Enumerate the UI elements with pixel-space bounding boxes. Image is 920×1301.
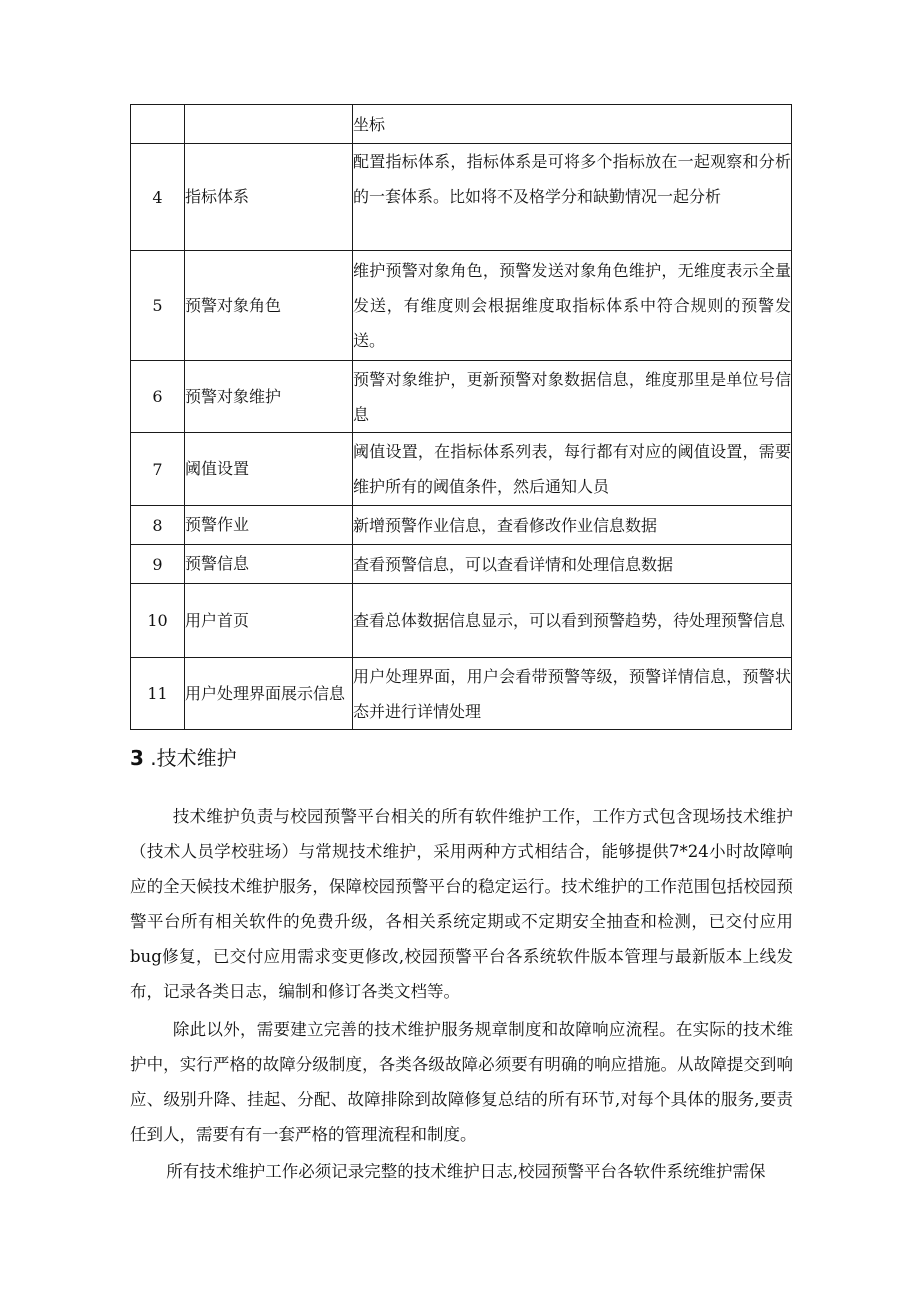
row-number: 9 [131,545,185,584]
feature-name: 预警信息 [185,545,353,584]
table-row [131,251,792,361]
body-paragraph: 除此以外，需要建立完善的技术维护服务规章制度和故障响应流程。在实际的技术维护中，实行严格的故障分级制度，各类各级故障必须要有明确的响应措施。从故障提交到响应、级别升降、挂起、分配、故障排除到故障修复总结的所有环节,对每个具体的服务,要责任到人，需要有有一套严格的管理流程和制度。 [130,1020,793,1144]
feature-name: 阈值设置 [185,433,353,506]
feature-description: 用户处理界面，用户会看带预警等级，预警详情信息，预警状态并进行详情处理 [353,658,792,730]
row-number: 11 [131,658,185,730]
feature-description: 查看总体数据信息显示，可以看到预警趋势，待处理预警信息 [353,584,792,658]
feature-description: 预警对象维护，更新预警对象数据信息，维度那里是单位号信息 [353,361,792,433]
feature-description: 维护预警对象角色，预警发送对象角色维护，无维度表示全量发送，有维度则会根据维度取指标体系中符合规则的预警发送。 [353,251,792,361]
table-row [131,433,792,506]
table-row [131,144,792,251]
row-number: 4 [131,144,185,251]
feature-name: 用户处理界面展示信息 [185,658,353,730]
row-number: 5 [131,251,185,361]
row-number [131,105,185,144]
feature-description: 配置指标体系，指标体系是可将多个指标放在一起观察和分析的一套体系。比如将不及格学分和缺勤情况一起分析 [353,144,792,251]
table-row [131,361,792,433]
table-row [131,658,792,730]
feature-name: 预警作业 [185,506,353,545]
body-paragraph-2-block [130,1012,793,1152]
row-number: 7 [131,433,185,506]
section-title: .技术维护 [150,746,237,770]
body-paragraph-1-block [130,799,793,1009]
section-heading [130,742,237,771]
feature-description: 阈值设置，在指标体系列表，每行都有对应的阈值设置，需要维护所有的阈值条件，然后通知人员 [353,433,792,506]
row-number: 10 [131,584,185,658]
body-paragraph: 所有技术维护工作必须记录完整的技术维护日志,校园预警平台各软件系统维护需保 [166,1162,766,1181]
table-row [131,105,792,144]
feature-name: 预警对象维护 [185,361,353,433]
feature-name: 用户首页 [185,584,353,658]
table-row [131,545,792,584]
feature-name: 预警对象角色 [185,251,353,361]
row-number: 6 [131,361,185,433]
feature-description: 坐标 [353,105,792,144]
feature-table [130,104,792,730]
feature-description: 查看预警信息，可以查看详情和处理信息数据 [353,545,792,584]
table-row [131,506,792,545]
section-number: 3 [130,746,144,770]
feature-name [185,105,353,144]
row-number: 8 [131,506,185,545]
feature-name: 指标体系 [185,144,353,251]
feature-description: 新增预警作业信息，查看修改作业信息数据 [353,506,792,545]
body-paragraph: 技术维护负责与校园预警平台相关的所有软件维护工作，工作方式包含现场技术维护（技术人员学校驻场）与常规技术维护，采用两种方式相结合，能够提供7*24小时故障响应的全天候技术维护服务，保障校园预警平台的稳定运行。技术维护的工作范围包括校园预警平台所有相关软件的免费升级，各相关系统定期或不定期安全抽查和检测，已交付应用bug修复，已交付应用需求变更修改,校园预警平台各系统软件版本管理与最新版本上线发布，记录各类日志，编制和修订各类文档等。 [130,807,793,1001]
body-paragraph-3-block [130,1154,793,1189]
table-row [131,584,792,658]
